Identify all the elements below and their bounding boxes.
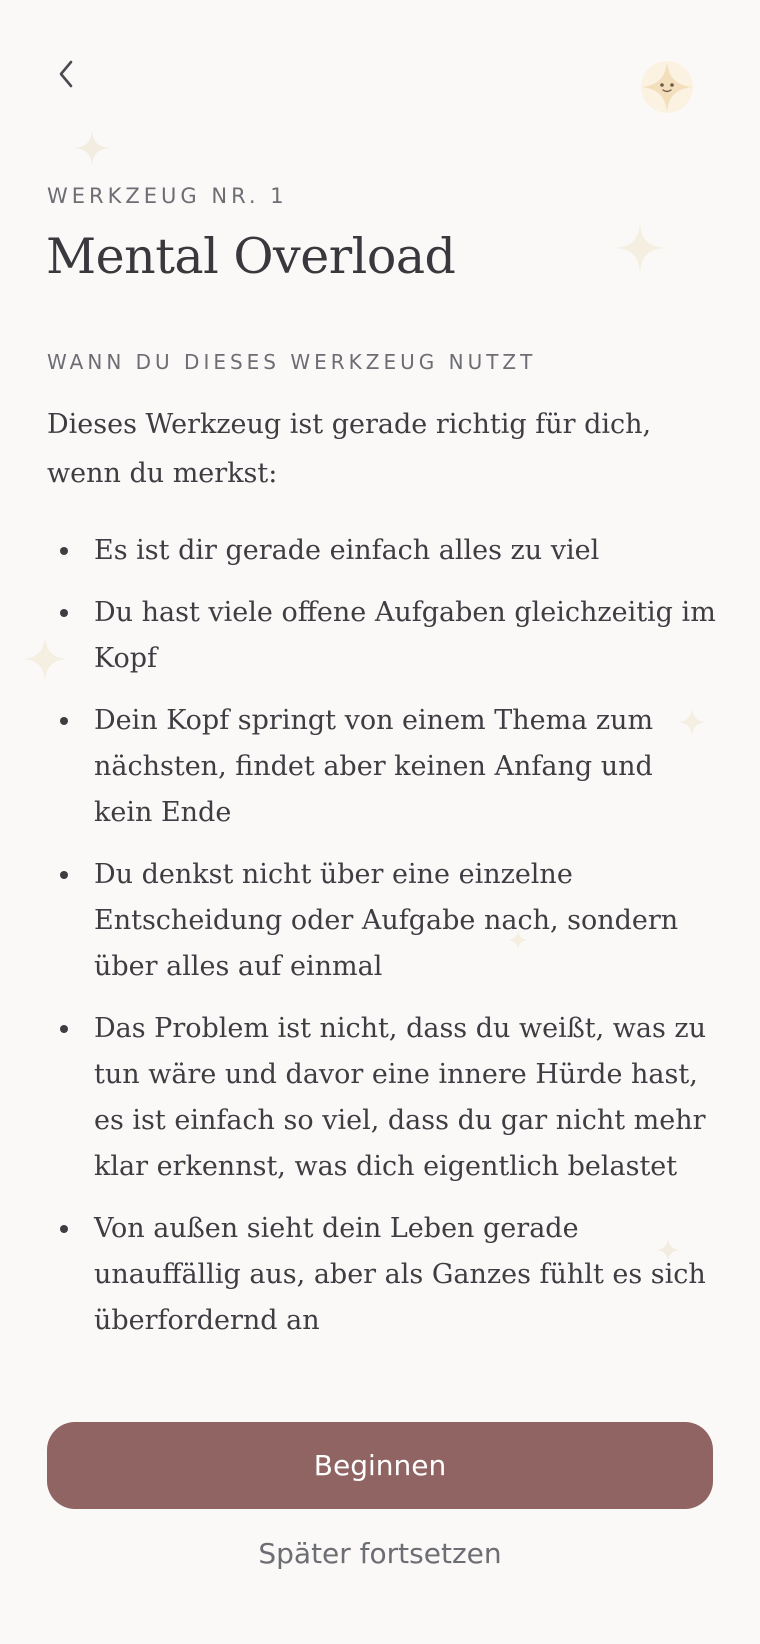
list-item-text: Es ist dir gerade einfach alles zu viel (94, 535, 600, 566)
section-heading: WANN DU DIESES WERKZEUG NUTZT (47, 350, 537, 374)
list-item (47, 590, 717, 682)
list-item (47, 698, 717, 836)
intro-text: Dieses Werkzeug ist gerade richtig für dich, wenn du merkst: (47, 409, 652, 489)
bullet-dot (60, 717, 68, 725)
list-item-text: Du hast viele offene Aufgaben gleichzeitig im Kopf (94, 597, 716, 674)
bullet-dot (60, 1225, 68, 1233)
chevron-left-icon (55, 56, 77, 92)
sparkle-icon (612, 220, 668, 276)
list-item (47, 1206, 717, 1344)
bullet-dot (60, 871, 68, 879)
begin-button[interactable]: Beginnen (47, 1422, 713, 1509)
tool-number-label: WERKZEUG NR. 1 (47, 184, 288, 208)
list-item (47, 1006, 717, 1190)
criteria-list (47, 528, 717, 1360)
list-item-text: Von außen sieht dein Leben gerade unauffällig aus, aber als Ganzes fühlt es sich überfordernd an (94, 1213, 706, 1336)
page-title: Mental Overload (46, 228, 456, 285)
list-item (47, 528, 717, 574)
list-item (47, 852, 717, 990)
back-button[interactable] (44, 48, 88, 100)
continue-later-button[interactable]: Später fortsetzen (180, 1528, 580, 1578)
list-item-text: Dein Kopf springt von einem Thema zum nächsten, findet aber keinen Anfang und kein Ende (94, 705, 654, 828)
list-item-text: Das Problem ist nicht, dass du weißt, was zu tun wäre und davor eine innere Hürde hast, es ist einfach so viel, dass du gar nicht mehr klar erkennst, was dich eigentlich belastet (94, 1013, 707, 1182)
bullet-dot (60, 547, 68, 555)
list-item-text: Du denkst nicht über eine einzelne Entscheidung oder Aufgabe nach, sondern über alles auf einmal (94, 859, 679, 982)
sparkle-icon (72, 128, 112, 168)
bullet-dot (60, 609, 68, 617)
bullet-dot (60, 1025, 68, 1033)
sparkle-mascot-icon (636, 56, 698, 118)
